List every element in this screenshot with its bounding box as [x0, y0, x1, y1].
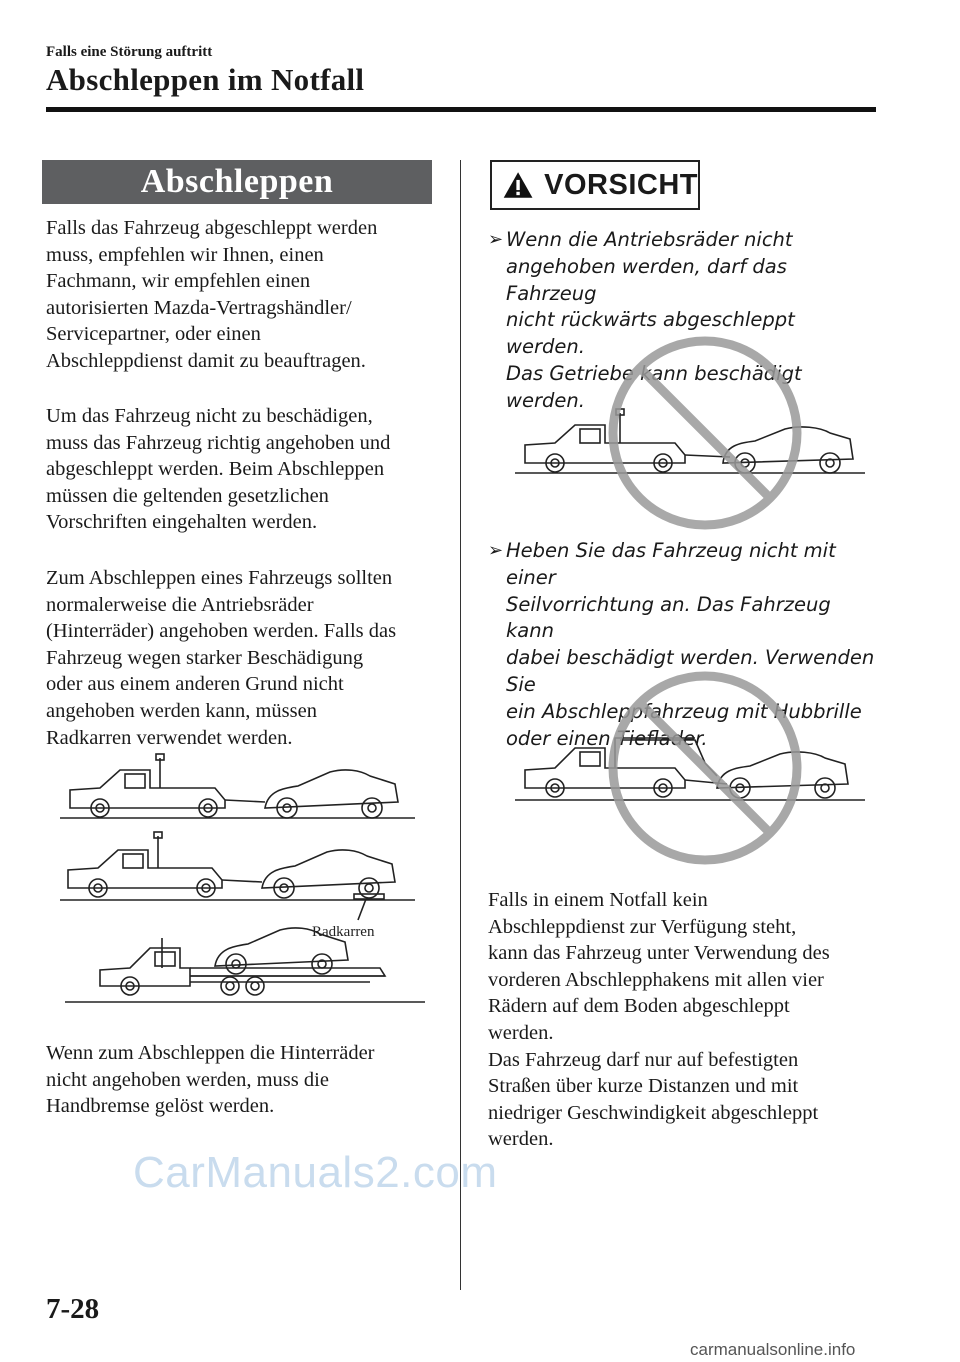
bullet-line: angehoben werden, darf das Fahrzeug — [506, 254, 787, 305]
text-line: Straßen über kurze Distanzen und mit — [488, 1075, 799, 1098]
text-line: Falls das Fahrzeug abgeschleppt werden — [46, 217, 378, 239]
text-line: Das Fahrzeug darf nur auf befestigten — [488, 1048, 799, 1071]
warning-box — [490, 160, 700, 210]
tow-methods-illustration — [40, 750, 440, 1010]
text-line: Zum Abschleppen eines Fahrzeugs sollten — [46, 567, 393, 589]
text-line: Wenn zum Abschleppen die Hinterräder — [46, 1042, 375, 1064]
text-line: niedriger Geschwindigkeit abgeschleppt — [488, 1101, 819, 1124]
column-divider — [460, 160, 461, 1290]
header-rule — [46, 107, 876, 112]
text-line: vorderen Abschlepphakens mit allen vier — [488, 968, 824, 991]
text-line: Servicepartner, oder einen — [46, 323, 261, 346]
breadcrumb: Falls eine Störung auftritt — [46, 44, 213, 60]
chapter-title: Abschleppen im Notfall — [46, 62, 365, 97]
text-line: Fachmann, wir empfehlen einen — [46, 270, 311, 293]
bullet-arrow-icon: ➢ — [488, 540, 504, 561]
emergency-tow-paragraph — [488, 887, 888, 1153]
prohibited-sling-tow-illustration — [505, 668, 875, 873]
text-line: Um das Fahrzeug nicht zu beschädigen, — [46, 405, 373, 427]
bullet-arrow-icon: ➢ — [488, 229, 504, 250]
text-line: (Hinterräder) angehoben werden. Falls das — [46, 620, 397, 643]
text-line: autorisierten Mazda-Vertragshändler/ — [46, 296, 352, 319]
section-title: Abschleppen — [42, 160, 432, 204]
bullet-line: Das Getriebe kann beschädigt werden. — [506, 361, 802, 412]
text-line: müssen die geltenden gesetzlichen — [46, 484, 329, 507]
text-line: Abschleppdienst damit zu beauftragen. — [46, 349, 366, 372]
text-line: Falls in einem Notfall kein — [488, 889, 708, 911]
text-line: werden. — [488, 1021, 554, 1044]
bullet-line: Heben Sie das Fahrzeug nicht mit einer — [506, 539, 836, 589]
warning-triangle-icon — [502, 168, 534, 202]
text-line: normalerweise die Antriebsräder — [46, 593, 314, 616]
text-line: nicht angehoben werden, muss die — [46, 1068, 329, 1091]
warning-label: VORSICHT — [544, 168, 698, 201]
text-line: abgeschleppt werden. Beim Abschleppen — [46, 458, 385, 481]
tow-scene-wheel-lift — [60, 754, 415, 818]
damage-paragraph — [46, 403, 446, 536]
site-watermark: carmanualsonline.info — [690, 1340, 856, 1359]
bullet-line: dabei beschädigt werden. Verwenden Sie — [506, 646, 875, 696]
text-line: Fahrzeug wegen starker Beschädigung — [46, 646, 364, 669]
bullet-line: nicht rückwärts abgeschleppt werden. — [506, 308, 795, 359]
bullet-line: Seilvorrichtung an. Das Fahrzeug kann — [506, 592, 831, 643]
drive-wheels-paragraph — [46, 565, 446, 751]
handbrake-paragraph — [46, 1040, 446, 1120]
text-line: muss, empfehlen wir Ihnen, einen — [46, 243, 324, 266]
text-line: muss das Fahrzeug richtig angehoben und — [46, 431, 391, 454]
text-line: Vorschriften eingehalten werden. — [46, 511, 318, 534]
page-number: 7-28 — [46, 1293, 100, 1325]
text-line: angehoben werden kann, müssen — [46, 699, 317, 722]
text-line: Rädern auf dem Boden abgeschleppt — [488, 995, 790, 1018]
intro-paragraph — [46, 215, 446, 375]
bullet-line: ein Abschleppfahrzeug mit Hubbrille — [506, 699, 862, 723]
tow-scene-dollies — [60, 832, 415, 920]
prohibited-reverse-tow-illustration — [505, 335, 875, 540]
radkarren-label: Radkarren — [312, 924, 375, 940]
text-line: oder aus einem anderen Grund nicht — [46, 673, 344, 696]
text-line: kann das Fahrzeug unter Verwendung des — [488, 942, 830, 965]
bullet-line: oder einen Tieflader. — [506, 726, 708, 750]
text-line: Radkarren verwendet werden. — [46, 726, 293, 749]
prohibition-sign — [613, 341, 797, 525]
text-line: Abschleppdienst zur Verfügung steht, — [488, 915, 797, 938]
bullet-line: Wenn die Antriebsräder nicht — [506, 228, 793, 251]
watermark-text: CarManuals2.com — [133, 1148, 498, 1197]
text-line: Handbremse gelöst werden. — [46, 1095, 275, 1118]
text-line: werden. — [488, 1128, 554, 1151]
